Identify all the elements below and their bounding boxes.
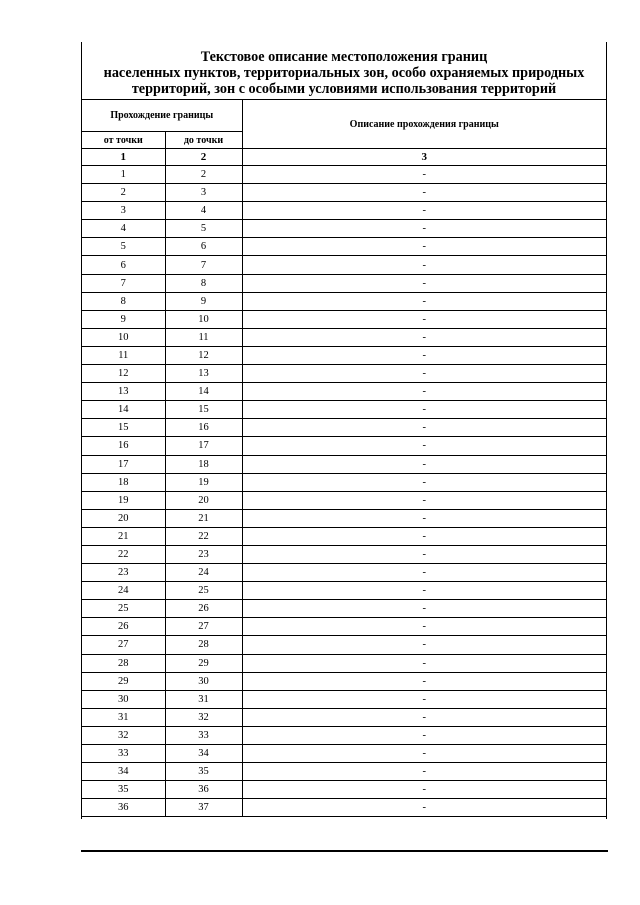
cell-from-point: 23 — [82, 564, 165, 582]
header-from-point: от точки — [82, 132, 165, 149]
cell-to-point: 36 — [165, 781, 242, 799]
cell-description: - — [242, 365, 606, 383]
cell-description: - — [242, 401, 606, 419]
document-frame — [81, 42, 607, 819]
table-row — [82, 256, 606, 274]
boundary-table — [82, 100, 606, 817]
cell-from-point: 15 — [82, 419, 165, 437]
table-row — [82, 564, 606, 582]
cell-description: - — [242, 491, 606, 509]
cell-description: - — [242, 726, 606, 744]
table-row — [82, 184, 606, 202]
table-row — [82, 491, 606, 509]
cell-to-point: 3 — [165, 184, 242, 202]
cell-to-point: 32 — [165, 708, 242, 726]
cell-description: - — [242, 292, 606, 310]
cell-from-point: 20 — [82, 509, 165, 527]
cell-to-point: 9 — [165, 292, 242, 310]
cell-from-point: 27 — [82, 636, 165, 654]
cell-to-point: 10 — [165, 310, 242, 328]
table-row — [82, 455, 606, 473]
cell-from-point: 28 — [82, 654, 165, 672]
cell-to-point: 35 — [165, 763, 242, 781]
cell-description: - — [242, 672, 606, 690]
table-row — [82, 220, 606, 238]
cell-from-point: 25 — [82, 600, 165, 618]
cell-description: - — [242, 708, 606, 726]
table-body — [82, 166, 606, 817]
table-row — [82, 202, 606, 220]
cell-to-point: 26 — [165, 600, 242, 618]
cell-from-point: 36 — [82, 799, 165, 817]
table-row — [82, 238, 606, 256]
cell-to-point: 31 — [165, 690, 242, 708]
table-row — [82, 292, 606, 310]
cell-to-point: 13 — [165, 365, 242, 383]
cell-to-point: 2 — [165, 166, 242, 184]
column-number-1: 1 — [82, 149, 165, 166]
cell-from-point: 4 — [82, 220, 165, 238]
table-row — [82, 509, 606, 527]
table-row — [82, 473, 606, 491]
cell-to-point: 21 — [165, 509, 242, 527]
table-row — [82, 328, 606, 346]
cell-to-point: 4 — [165, 202, 242, 220]
cell-from-point: 13 — [82, 383, 165, 401]
cell-to-point: 25 — [165, 582, 242, 600]
document-title — [82, 42, 606, 100]
table-row — [82, 527, 606, 545]
cell-from-point: 24 — [82, 582, 165, 600]
title-line-1: Текстовое описание местоположения границ — [200, 49, 488, 65]
title-line-3: территорий, зон с особыми условиями использования территорий — [131, 81, 557, 98]
cell-description: - — [242, 654, 606, 672]
table-row — [82, 166, 606, 184]
cell-to-point: 34 — [165, 745, 242, 763]
cell-from-point: 1 — [82, 166, 165, 184]
cell-from-point: 33 — [82, 745, 165, 763]
cell-description: - — [242, 346, 606, 364]
cell-description: - — [242, 763, 606, 781]
table-row — [82, 763, 606, 781]
footer-divider — [81, 850, 608, 852]
cell-to-point: 8 — [165, 274, 242, 292]
cell-description: - — [242, 256, 606, 274]
cell-to-point: 12 — [165, 346, 242, 364]
column-number-2: 2 — [165, 149, 242, 166]
cell-to-point: 37 — [165, 799, 242, 817]
cell-description: - — [242, 690, 606, 708]
cell-to-point: 14 — [165, 383, 242, 401]
cell-to-point: 23 — [165, 545, 242, 563]
table-row — [82, 419, 606, 437]
cell-from-point: 29 — [82, 672, 165, 690]
cell-from-point: 30 — [82, 690, 165, 708]
table-row — [82, 437, 606, 455]
cell-from-point: 6 — [82, 256, 165, 274]
cell-from-point: 11 — [82, 346, 165, 364]
cell-from-point: 34 — [82, 763, 165, 781]
cell-from-point: 35 — [82, 781, 165, 799]
cell-to-point: 24 — [165, 564, 242, 582]
cell-description: - — [242, 564, 606, 582]
cell-from-point: 22 — [82, 545, 165, 563]
table-row — [82, 365, 606, 383]
cell-to-point: 7 — [165, 256, 242, 274]
table-row — [82, 310, 606, 328]
table-row — [82, 690, 606, 708]
cell-description: - — [242, 437, 606, 455]
cell-to-point: 27 — [165, 618, 242, 636]
cell-to-point: 15 — [165, 401, 242, 419]
table-row — [82, 383, 606, 401]
table-row — [82, 274, 606, 292]
cell-description: - — [242, 600, 606, 618]
cell-to-point: 5 — [165, 220, 242, 238]
cell-description: - — [242, 166, 606, 184]
table-row — [82, 654, 606, 672]
cell-to-point: 19 — [165, 473, 242, 491]
cell-to-point: 18 — [165, 455, 242, 473]
cell-description: - — [242, 582, 606, 600]
cell-to-point: 16 — [165, 419, 242, 437]
table-row — [82, 708, 606, 726]
cell-from-point: 2 — [82, 184, 165, 202]
cell-description: - — [242, 527, 606, 545]
cell-to-point: 30 — [165, 672, 242, 690]
table-row — [82, 582, 606, 600]
table-row — [82, 672, 606, 690]
cell-to-point: 20 — [165, 491, 242, 509]
cell-from-point: 9 — [82, 310, 165, 328]
cell-from-point: 5 — [82, 238, 165, 256]
column-number-3: 3 — [242, 149, 606, 166]
table-row — [82, 401, 606, 419]
cell-from-point: 3 — [82, 202, 165, 220]
cell-description: - — [242, 473, 606, 491]
cell-from-point: 21 — [82, 527, 165, 545]
cell-description: - — [242, 618, 606, 636]
cell-from-point: 8 — [82, 292, 165, 310]
cell-to-point: 29 — [165, 654, 242, 672]
table-row — [82, 781, 606, 799]
table-row — [82, 600, 606, 618]
cell-description: - — [242, 745, 606, 763]
cell-description: - — [242, 419, 606, 437]
cell-description: - — [242, 509, 606, 527]
cell-from-point: 32 — [82, 726, 165, 744]
cell-from-point: 12 — [82, 365, 165, 383]
table-row — [82, 346, 606, 364]
cell-from-point: 17 — [82, 455, 165, 473]
title-line-2: населенных пунктов, территориальных зон, особо охраняемых природных — [103, 65, 585, 82]
header-boundary-passage: Прохождение границы — [82, 100, 242, 132]
table-row — [82, 636, 606, 654]
table-row — [82, 618, 606, 636]
cell-description: - — [242, 545, 606, 563]
header-description: Описание прохождения границы — [242, 100, 606, 149]
cell-description: - — [242, 799, 606, 817]
cell-to-point: 6 — [165, 238, 242, 256]
cell-description: - — [242, 310, 606, 328]
cell-to-point: 17 — [165, 437, 242, 455]
cell-description: - — [242, 328, 606, 346]
table-row — [82, 745, 606, 763]
cell-to-point: 11 — [165, 328, 242, 346]
cell-description: - — [242, 202, 606, 220]
cell-from-point: 16 — [82, 437, 165, 455]
cell-description: - — [242, 383, 606, 401]
cell-from-point: 14 — [82, 401, 165, 419]
cell-description: - — [242, 220, 606, 238]
cell-from-point: 18 — [82, 473, 165, 491]
cell-from-point: 19 — [82, 491, 165, 509]
cell-from-point: 7 — [82, 274, 165, 292]
cell-description: - — [242, 274, 606, 292]
header-to-point: до точки — [165, 132, 242, 149]
cell-description: - — [242, 636, 606, 654]
cell-from-point: 10 — [82, 328, 165, 346]
cell-to-point: 33 — [165, 726, 242, 744]
table-row — [82, 726, 606, 744]
cell-description: - — [242, 781, 606, 799]
cell-from-point: 31 — [82, 708, 165, 726]
table-row — [82, 545, 606, 563]
cell-description: - — [242, 238, 606, 256]
cell-description: - — [242, 455, 606, 473]
cell-to-point: 28 — [165, 636, 242, 654]
cell-description: - — [242, 184, 606, 202]
cell-to-point: 22 — [165, 527, 242, 545]
table-row — [82, 799, 606, 817]
cell-from-point: 26 — [82, 618, 165, 636]
